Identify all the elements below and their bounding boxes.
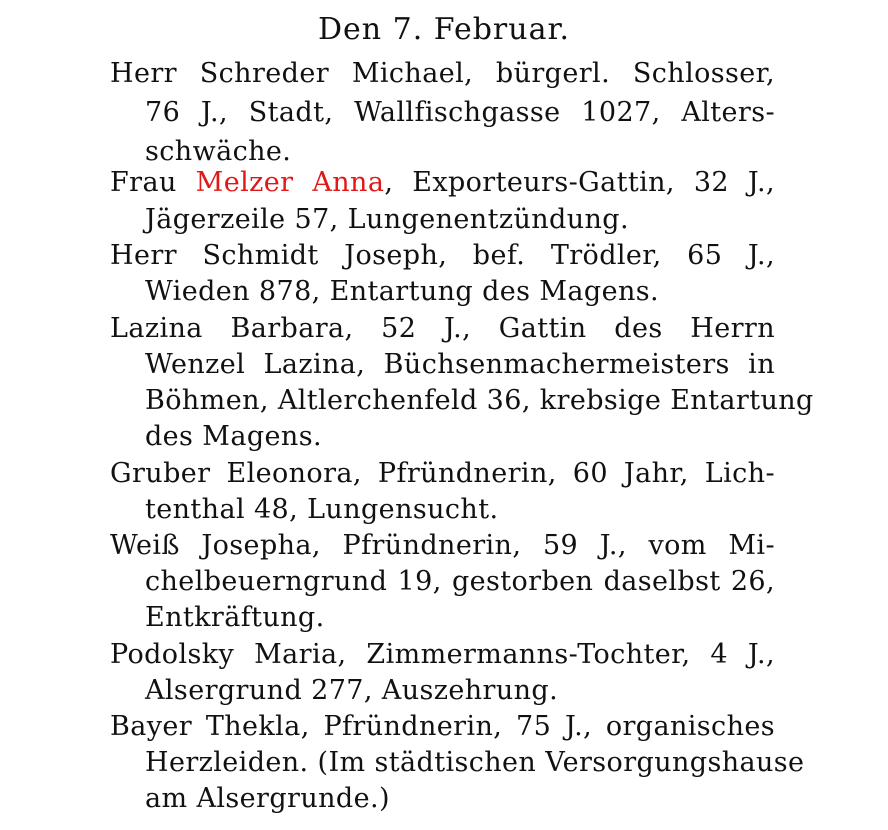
entry-line: Herzleiden. (Im städtischen Versorgungshause — [145, 747, 805, 778]
entry-line: Podolsky Maria, Zimmermanns-Tochter, 4 J., — [110, 639, 775, 670]
entry-line: am Alsergrunde.) — [145, 783, 390, 814]
entry-line: Gruber Eleonora, Pfründnerin, 60 Jahr, Lich- — [110, 458, 775, 489]
entry-line: Alsergrund 277, Auszehrung. — [145, 675, 559, 706]
entry-line — [110, 165, 775, 201]
entry-line: Wieden 878, Entartung des Magens. — [145, 276, 660, 307]
entry-line: Herr Schreder Michael, bürgerl. Schlosser, — [110, 58, 775, 89]
entry-line: Wenzel Lazina, Büchsenmachermeisters in — [145, 349, 775, 380]
highlighted-name: Melzer Anna — [195, 167, 385, 198]
entry-suffix: , Exporteurs-Gattin, 32 J., — [384, 167, 775, 198]
entry-line: schwäche. — [145, 136, 292, 167]
entry-line: chelbeuerngrund 19, gestorben daselbst 26, — [145, 566, 775, 597]
entry-line: Entkräftung. — [145, 602, 325, 633]
entry-line: Bayer Thekla, Pfründnerin, 75 J., organisches — [110, 711, 775, 742]
entry-line: 76 J., Stadt, Wallfischgasse 1027, Alters- — [145, 97, 775, 128]
entry-line: Jägerzeile 57, Lungenentzündung. — [145, 204, 629, 235]
entry-line: Lazina Barbara, 52 J., Gattin des Herrn — [110, 313, 775, 344]
entry-line: Herr Schmidt Joseph, bef. Trödler, 65 J., — [110, 240, 775, 271]
entry-line: Böhmen, Altlerchenfeld 36, krebsige Entartung — [145, 385, 814, 416]
entry-prefix: Frau — [110, 167, 196, 198]
date-heading: Den 7. Februar. — [317, 12, 571, 47]
entry-line: Weiß Josepha, Pfründnerin, 59 J., vom Mi- — [110, 530, 775, 561]
entry-line: tenthal 48, Lungensucht. — [145, 494, 499, 525]
entry-line: des Magens. — [145, 421, 322, 452]
